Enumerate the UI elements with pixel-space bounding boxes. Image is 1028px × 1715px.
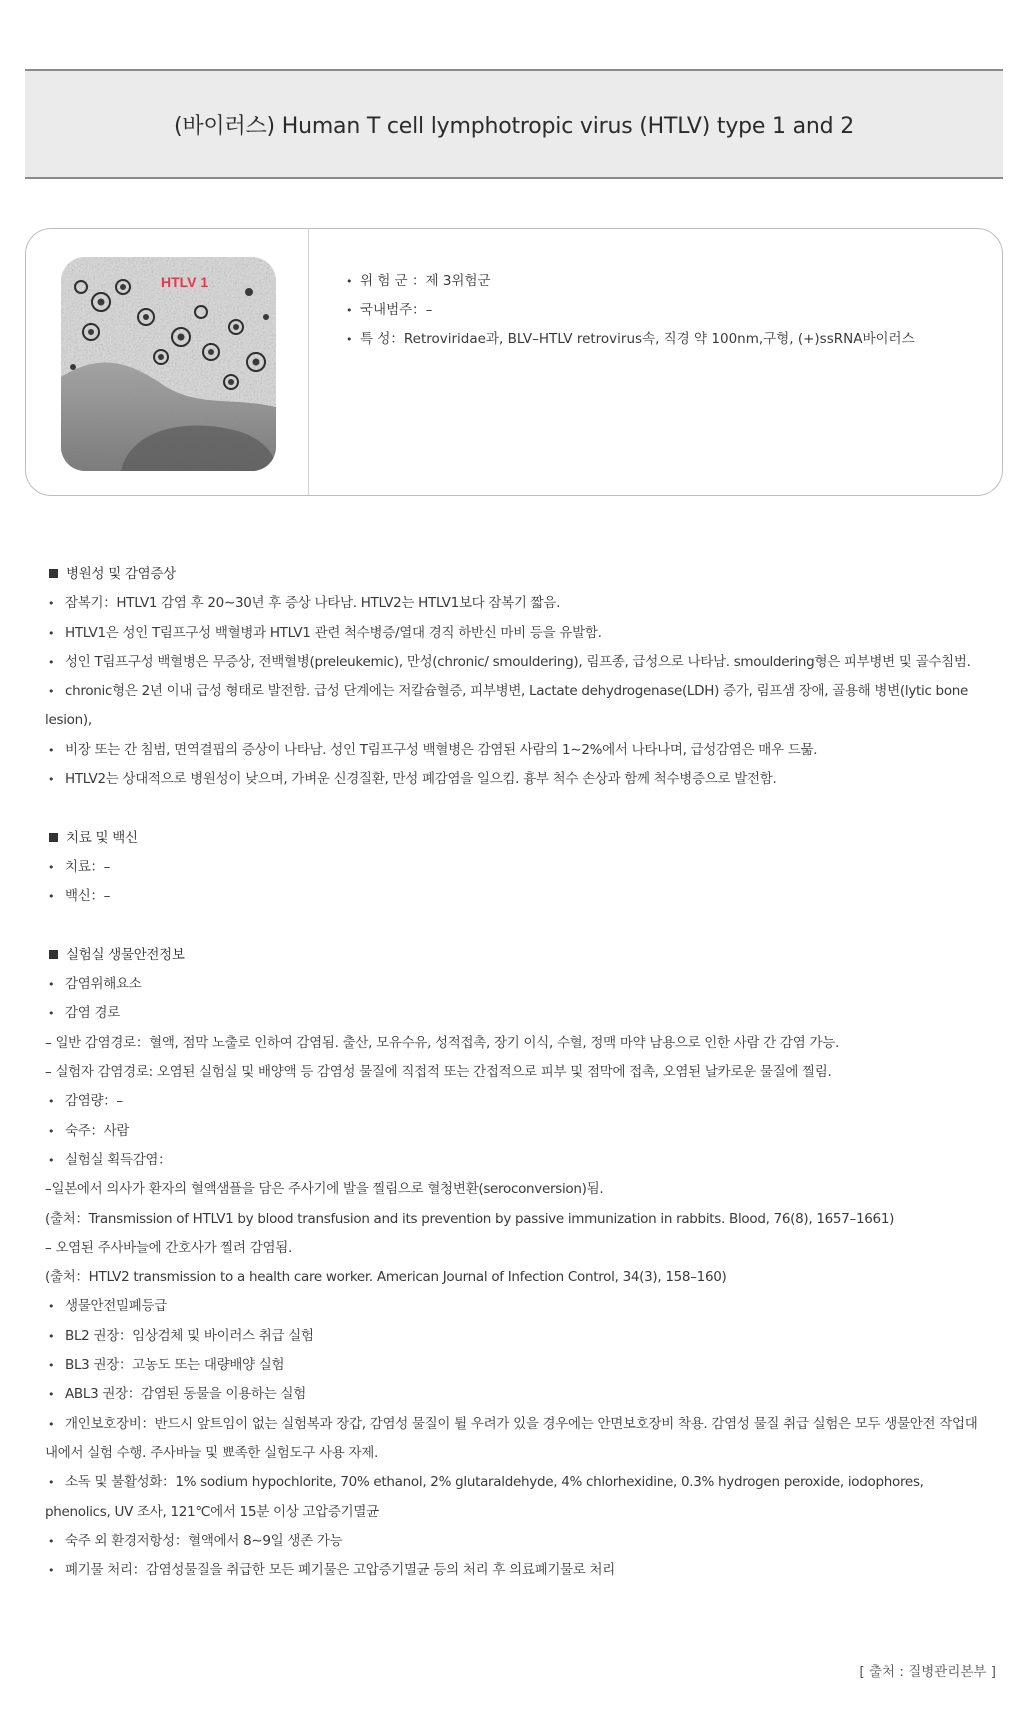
info-item-risk-group: • 위 험 군 ：제 3위험군 bbox=[346, 267, 915, 296]
list-item: • 감염 경로 bbox=[45, 999, 985, 1028]
square-bullet-icon bbox=[49, 950, 58, 959]
citation-line: (출처：HTLV2 transmission to a health care worker. American Journal of Infection Control, 34(3), 158–160) bbox=[45, 1269, 727, 1286]
list-item: • ABL3 권장：감염된 동물을 이용하는 실험 bbox=[45, 1380, 985, 1409]
bullet-icon: • bbox=[48, 1124, 55, 1138]
list-item: • 잠복기：HTLV1 감염 후 20∼30년 후 증상 나타남. HTLV2는 HTLV1보다 잠복기 짧음. bbox=[45, 589, 985, 618]
page-title: (바이러스) Human T cell lymphotropic virus (HTLV) type 1 and 2 bbox=[173, 113, 855, 139]
text-line: –일본에서 의사가 환자의 혈액샘플을 담은 주사기에 발을 찔림으로 혈청변환(seroconversion)됨. bbox=[45, 1181, 604, 1198]
bullet-icon: • bbox=[48, 1153, 55, 1167]
bullet-icon: • bbox=[48, 597, 55, 611]
bullet-icon: • bbox=[48, 1388, 55, 1402]
title-bar bbox=[25, 69, 1003, 179]
list-item: • HTLV1은 성인 T림프구성 백혈병과 HTLV1 관련 척수병증/열대 경직 하반신 마비 등을 유발함. bbox=[45, 619, 985, 648]
citation-line: (출처：Transmission of HTLV1 by blood transfusion and its prevention by passive immunization in rabbits. Blood, 76(8), 1657–1661) bbox=[45, 1210, 895, 1227]
bullet-icon: • bbox=[48, 978, 55, 992]
source-note: [ 출처 : 질병관리본부 ] bbox=[859, 1664, 996, 1680]
bullet-icon: • bbox=[346, 275, 353, 288]
bullet-icon: • bbox=[48, 1095, 55, 1109]
bullet-icon: • bbox=[48, 860, 55, 874]
bullet-icon: • bbox=[48, 655, 55, 669]
virus-micrograph-image bbox=[61, 257, 276, 471]
section-spacer bbox=[45, 794, 985, 823]
list-item: • BL2 권장：임상검체 및 바이러스 취급 실험 bbox=[45, 1322, 985, 1351]
text-line: – 일반 감염경로：혈액, 점막 노출로 인하여 감염됨. 출산, 모유수유, 성적접촉, 장기 이식, 수혈, 정맥 마약 남용으로 인한 사람 간 감염 가능. bbox=[45, 1034, 839, 1051]
bullet-icon: • bbox=[48, 1300, 55, 1314]
section-heading-biosafety: 실험실 생물안전정보 bbox=[45, 941, 985, 970]
bullet-icon: • bbox=[48, 1329, 55, 1343]
bullet-icon: • bbox=[48, 1359, 55, 1373]
section-heading-treatment: 치료 및 백신 bbox=[45, 824, 985, 853]
text-line: – 실험자 감염경로: 오염된 실험실 및 배양액 등 감염성 물질에 직접적 또는 간접적으로 피부 및 점막에 접촉, 오염된 날카로운 물질에 찔림. bbox=[45, 1064, 832, 1081]
bullet-icon: • bbox=[48, 1007, 55, 1021]
bullet-icon: • bbox=[48, 1564, 55, 1578]
list-item: • 비장 또는 간 침범, 면역결핍의 증상이 나타남. 성인 T림프구성 백혈병은 감염된 사람의 1∼2%에서 나타나며, 급성감염은 매우 드묾. bbox=[45, 736, 985, 765]
list-item: • 소독 및 불활성화：1% sodium hypochlorite, 70% ethanol, 2% glutaraldehyde, 4% chlorhexidine, 0.3% hydrogen peroxide, iodophores, phenolics, UV 조사, 121℃에서 15분 이상 고압증기멸균 bbox=[45, 1468, 985, 1527]
info-divider bbox=[308, 229, 309, 495]
list-item: • 생물안전밀폐등급 bbox=[45, 1292, 985, 1321]
bullet-icon: • bbox=[48, 1417, 55, 1431]
bullet-icon: • bbox=[48, 773, 55, 787]
info-box bbox=[25, 228, 1003, 496]
bullet-icon: • bbox=[346, 304, 353, 317]
list-item: • 치료：– bbox=[45, 853, 985, 882]
list-item: • 성인 T림프구성 백혈병은 무증상, 전백혈병(preleukemic), 만성(chronic/ smouldering), 림프종, 급성으로 나타남. smouldering형은 피부병변 및 골수침범. bbox=[45, 648, 985, 677]
list-item: • 감염량：– bbox=[45, 1087, 985, 1116]
square-bullet-icon bbox=[49, 833, 58, 842]
info-list bbox=[346, 267, 915, 354]
section-spacer bbox=[45, 912, 985, 941]
square-bullet-icon bbox=[49, 569, 58, 578]
text-line: – 오염된 주사바늘에 간호사가 찔려 감염됨. bbox=[45, 1239, 292, 1256]
list-item: • HTLV2는 상대적으로 병원성이 낮으며, 가벼운 신경질환, 만성 폐감염을 일으킴. 흉부 척수 손상과 함께 척수병증으로 발전함. bbox=[45, 765, 985, 794]
bullet-icon: • bbox=[48, 743, 55, 757]
bullet-icon: • bbox=[48, 1476, 55, 1490]
list-item: • 백신：– bbox=[45, 882, 985, 911]
list-item: • chronic형은 2년 이내 급성 형태로 발전함. 급성 단계에는 저칼슘혈증, 피부병변, Lactate dehydrogenase(LDH) 증가, 림프샘 장애, 골용해 병변(lytic bone lesion), bbox=[45, 677, 985, 736]
list-item: • 폐기물 처리：감염성물질을 취급한 모든 폐기물은 고압증기멸균 등의 처리 후 의료폐기물로 처리 bbox=[45, 1556, 985, 1585]
list-item: • 숙주：사람 bbox=[45, 1117, 985, 1146]
bullet-icon: • bbox=[48, 890, 55, 904]
bullet-icon: • bbox=[48, 626, 55, 640]
info-item-characteristics: • 특 성：Retroviridae과, BLV–HTLV retrovirus속, 직경 약 100nm,구형, (+)ssRNA바이러스 bbox=[346, 325, 915, 354]
bullet-icon: • bbox=[48, 685, 55, 699]
section-heading-pathogenicity: 병원성 및 감염증상 bbox=[45, 560, 985, 589]
list-item: • 개인보호장비：반드시 앞트임이 없는 실험복과 장갑, 감염성 물질이 튈 우려가 있을 경우에는 안면보호장비 착용. 감염성 물질 취급 실험은 모두 생물안전 작업대 내에서 실험 수행. 주사바늘 및 뾰족한 실험도구 사용 자제. bbox=[45, 1410, 985, 1469]
list-item: • 실험실 획득감염： bbox=[45, 1146, 985, 1175]
bullet-icon: • bbox=[346, 333, 353, 346]
list-item: • BL3 권장：고농도 또는 대량배양 실험 bbox=[45, 1351, 985, 1380]
image-overlay-label: HTLV 1 bbox=[161, 274, 209, 290]
content-body bbox=[45, 560, 985, 1585]
info-item-domestic-category: • 국내범주：– bbox=[346, 296, 915, 325]
list-item: • 감염위해요소 bbox=[45, 970, 985, 999]
list-item: • 숙주 외 환경저항성：혈액에서 8∼9일 생존 가능 bbox=[45, 1527, 985, 1556]
bullet-icon: • bbox=[48, 1534, 55, 1548]
